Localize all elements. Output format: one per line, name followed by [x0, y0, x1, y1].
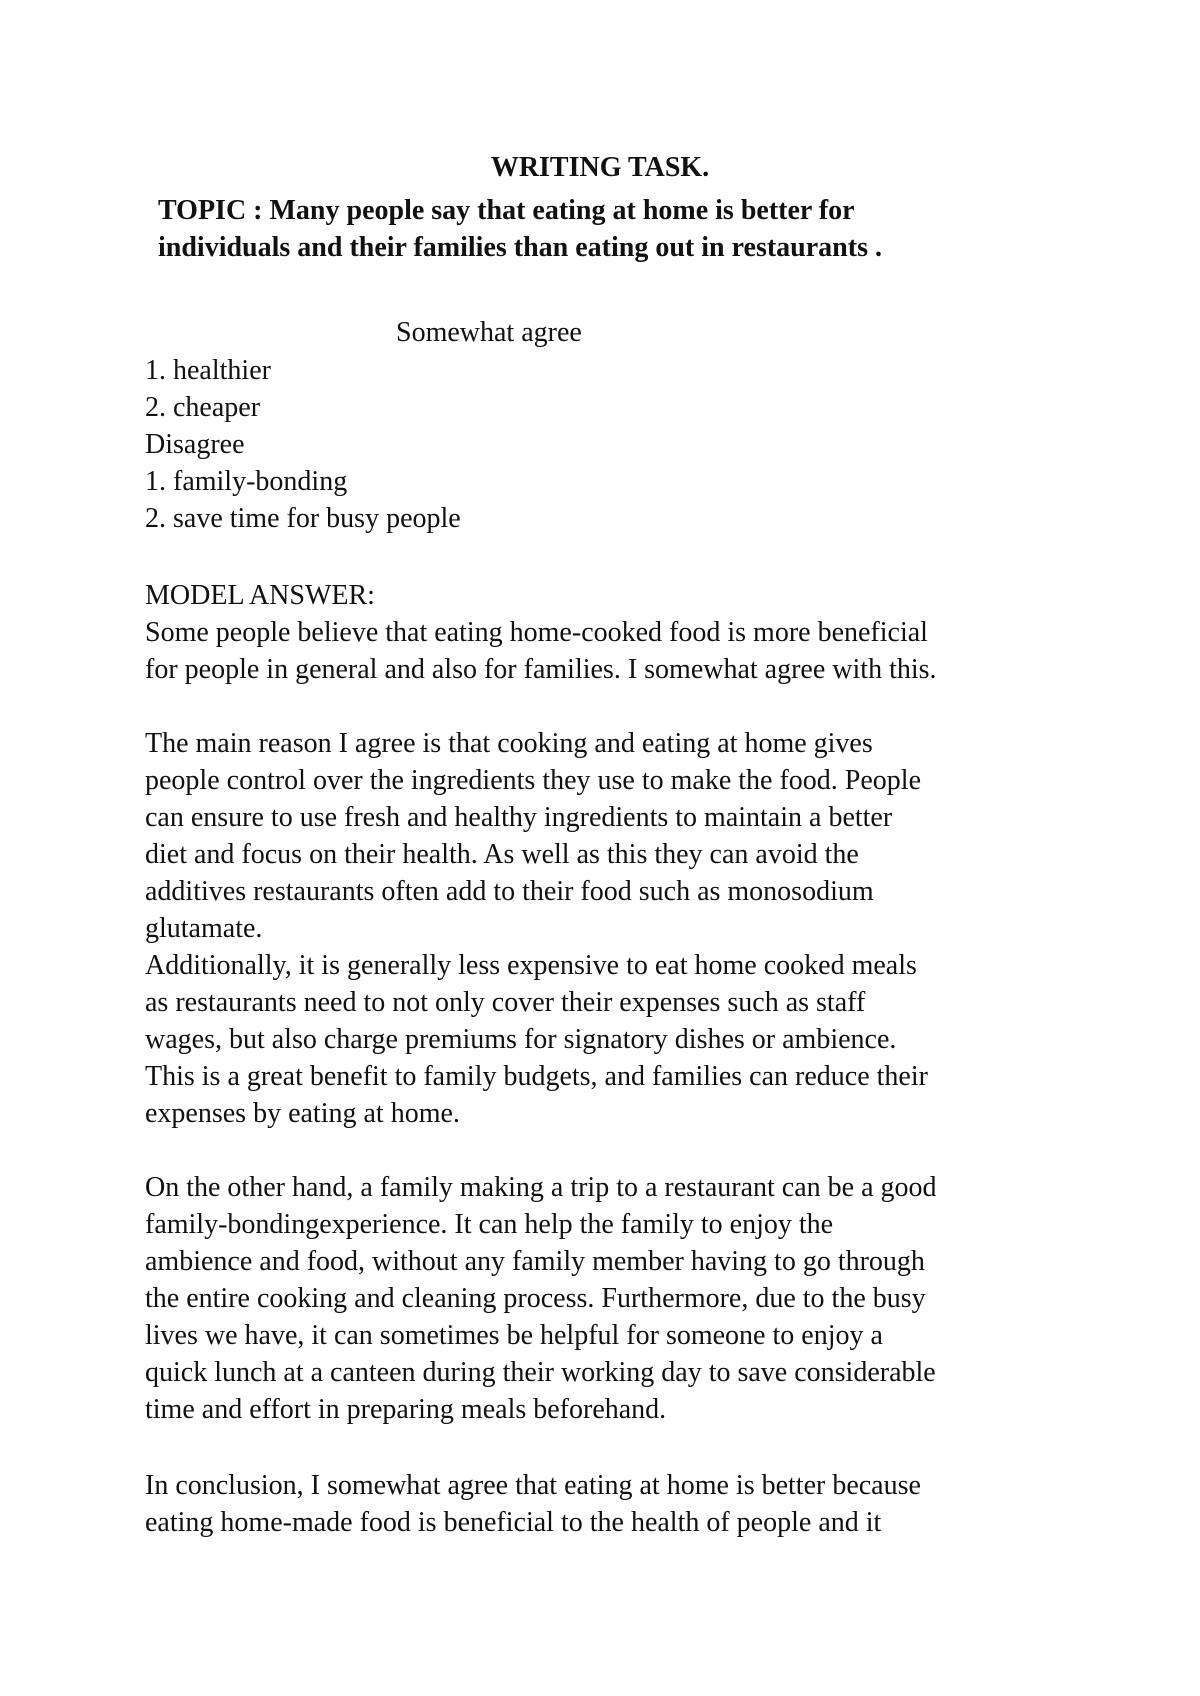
conclusion-line-2: eating home-made food is beneficial to the health of people and it [145, 1507, 882, 1538]
para3-line-2: family-bondingexperience. It can help the family to enjoy the [145, 1209, 834, 1240]
document-title: WRITING TASK. [490, 152, 710, 183]
model-answer-label: MODEL ANSWER: [145, 580, 375, 611]
disagree-point-1: 1. family-bonding [145, 466, 348, 497]
para3-line-5: lives we have, it can sometimes be helpful for someone to enjoy a [145, 1320, 883, 1351]
disagree-point-2: 2. save time for busy people [145, 503, 461, 534]
para2-line-1: Additionally, it is generally less expensive to eat home cooked meals [145, 950, 917, 981]
disagree-label: Disagree [145, 429, 245, 460]
intro-line-2: for people in general and also for families. I somewhat agree with this. [145, 654, 937, 685]
para1-line-5: additives restaurants often add to their food such as monosodium [145, 876, 874, 907]
para2-line-3: wages, but also charge premiums for signatory dishes or ambience. [145, 1024, 897, 1055]
topic-line-2: individuals and their families than eating out in restaurants . [158, 232, 882, 263]
para1-line-6: glutamate. [145, 913, 263, 944]
para2-line-5: expenses by eating at home. [145, 1098, 460, 1129]
para3-line-4: the entire cooking and cleaning process. Furthermore, due to the busy [145, 1283, 926, 1314]
agree-point-2: 2. cheaper [145, 392, 261, 423]
intro-line-1: Some people believe that eating home-cooked food is more beneficial [145, 617, 928, 648]
agree-point-1: 1. healthier [145, 355, 271, 386]
para1-line-1: The main reason I agree is that cooking and eating at home gives [145, 728, 873, 759]
para3-line-7: time and effort in preparing meals beforehand. [145, 1394, 667, 1425]
para2-line-4: This is a great benefit to family budgets, and families can reduce their [145, 1061, 928, 1092]
para1-line-3: can ensure to use fresh and healthy ingredients to maintain a better [145, 802, 893, 833]
stance-label: Somewhat agree [396, 317, 582, 348]
topic-line-1: TOPIC : Many people say that eating at home is better for [158, 195, 855, 226]
para3-line-6: quick lunch at a canteen during their working day to save considerable [145, 1357, 936, 1388]
para3-line-1: On the other hand, a family making a trip to a restaurant can be a good [145, 1172, 937, 1203]
para1-line-2: people control over the ingredients they use to make the food. People [145, 765, 922, 796]
para3-line-3: ambience and food, without any family member having to go through [145, 1246, 925, 1277]
para1-line-4: diet and focus on their health. As well as this they can avoid the [145, 839, 859, 870]
para2-line-2: as restaurants need to not only cover their expenses such as staff [145, 987, 866, 1018]
conclusion-line-1: In conclusion, I somewhat agree that eating at home is better because [145, 1470, 921, 1501]
